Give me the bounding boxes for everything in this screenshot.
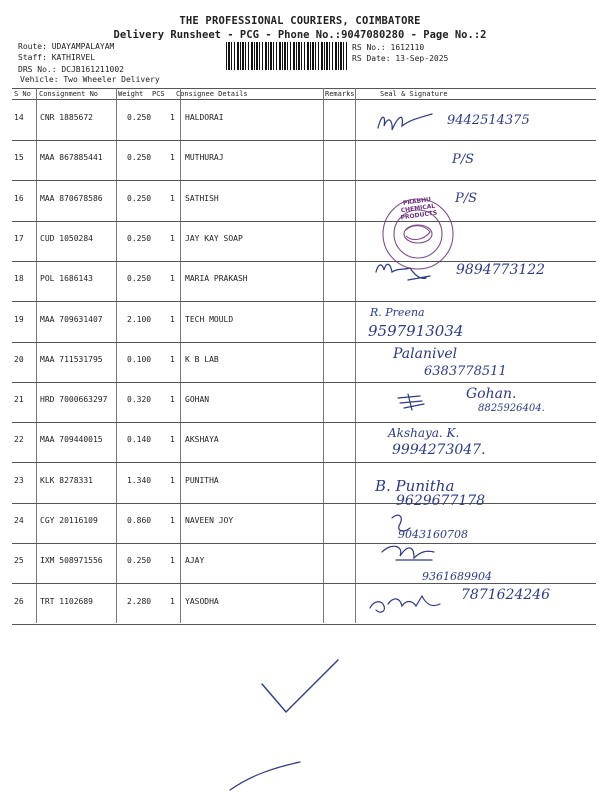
signature-mark <box>392 515 410 531</box>
handwritten-name: Akshaya. K. <box>388 426 460 440</box>
vehicle-label: Vehicle: Two Wheeler Delivery <box>20 75 160 84</box>
row-pcs: 1 <box>170 314 175 324</box>
handwritten-phone: 9597913034 <box>368 322 464 340</box>
row-consignment-no: KLK 8278331 <box>40 475 93 485</box>
signature-mark <box>398 394 424 410</box>
row-weight: 2.100 <box>127 314 152 324</box>
row-consignee: HALDORAI <box>185 113 224 122</box>
handwritten-phone: 9629677178 <box>396 493 486 509</box>
row-sno: 22 <box>14 435 24 445</box>
row-sno: 24 <box>14 516 24 525</box>
row-pcs: 1 <box>170 233 175 243</box>
row-weight: 0.250 <box>127 556 152 566</box>
handwritten-ps: P/S <box>452 152 475 167</box>
row-consignment-no: POL 1686143 <box>40 274 93 284</box>
handwritten-name: B. Punitha <box>375 477 455 495</box>
row-consignment-no: TRT 1102689 <box>40 596 93 606</box>
row-consignment-no: CGY 20116109 <box>40 516 98 525</box>
row-pcs: 1 <box>170 556 175 566</box>
row-pcs: 1 <box>170 516 175 525</box>
signature-mark <box>370 596 440 612</box>
row-weight: 0.250 <box>127 193 152 203</box>
row-weight: 0.100 <box>127 354 152 364</box>
row-sno: 23 <box>14 475 24 485</box>
row-consignee: YASODHA <box>185 596 219 606</box>
handwritten-name: Gohan. <box>466 386 517 402</box>
row-consignee: AKSHAYA <box>185 435 219 445</box>
row-consignee: PUNITHA <box>185 475 219 485</box>
row-pcs: 1 <box>170 193 175 203</box>
runsheet-title: Delivery Runsheet - PCG - Phone No.:9047080280 - Page No.:2 <box>113 29 487 41</box>
signature-mark <box>378 114 432 130</box>
signature-mark <box>230 762 300 790</box>
col-consignee: Consignee Details <box>176 90 248 98</box>
row-sno: 26 <box>14 596 24 606</box>
row-sno: 19 <box>14 314 24 324</box>
row-weight: 0.250 <box>127 274 152 284</box>
handwritten-name: Palanivel <box>393 346 458 362</box>
checkmark-icon <box>262 660 338 712</box>
row-sno: 20 <box>14 354 24 364</box>
stamp-text: PRABHU CHEMICAL PRODUCTS <box>400 196 438 222</box>
row-consignee: K B LAB <box>185 354 219 364</box>
row-consignee: SATHISH <box>185 193 219 203</box>
row-consignee: JAY KAY SOAP <box>185 233 243 243</box>
row-pcs: 1 <box>170 113 175 122</box>
col-seal-signature: Seal & Signature <box>380 90 448 98</box>
row-weight: 0.250 <box>127 113 152 122</box>
row-consignment-no: CNR 1885672 <box>40 113 93 122</box>
row-consignee: MUTHURAJ <box>185 153 224 163</box>
row-sno: 21 <box>14 395 24 405</box>
handwritten-phone: 8825926404. <box>478 403 545 414</box>
row-sno: 17 <box>14 233 24 243</box>
company-title: THE PROFESSIONAL COURIERS, COIMBATORE <box>179 15 421 27</box>
signature-mark <box>376 264 430 280</box>
col-pcs: PCS <box>152 90 165 98</box>
row-weight: 0.140 <box>127 435 152 445</box>
row-pcs: 1 <box>170 274 175 284</box>
row-consignment-no: CUD 1050284 <box>40 233 93 243</box>
signature-mark <box>382 546 434 560</box>
row-weight: 0.860 <box>127 516 152 525</box>
handwritten-name: R. Preena <box>370 306 425 319</box>
row-consignee: AJAY <box>185 556 205 566</box>
row-pcs: 1 <box>170 596 175 606</box>
rs-number: RS No.: 1612110 <box>352 43 425 52</box>
row-weight: 2.280 <box>127 596 152 606</box>
drs-number: DRS No.: DCJB161211002 <box>18 65 124 74</box>
row-pcs: 1 <box>170 153 175 163</box>
handwritten-phone: 7871624246 <box>461 587 551 603</box>
handwritten-phone: 9894773122 <box>456 262 546 278</box>
row-consignee: TECH MOULD <box>185 314 234 324</box>
row-sno: 18 <box>14 274 24 284</box>
row-pcs: 1 <box>170 395 175 405</box>
row-consignment-no: HRD 7000663297 <box>40 395 108 405</box>
col-remarks: Remarks <box>325 90 355 98</box>
row-weight: 0.320 <box>127 395 152 405</box>
row-consignment-no: IXM 508971556 <box>40 556 103 566</box>
row-weight: 0.250 <box>127 153 152 163</box>
row-sno: 16 <box>14 193 24 203</box>
staff-label: Staff: KATHIRVEL <box>18 53 96 62</box>
handwritten-phone: 6383778511 <box>424 364 507 379</box>
handwritten-ps: P/S <box>455 191 478 206</box>
handwritten-phone: 9442514375 <box>447 113 530 128</box>
row-pcs: 1 <box>170 435 175 445</box>
row-pcs: 1 <box>170 354 175 364</box>
row-sno: 15 <box>14 153 24 163</box>
row-weight: 1.340 <box>127 475 152 485</box>
row-consignee: GOHAN <box>185 395 210 405</box>
row-consignee: MARIA PRAKASH <box>185 274 248 284</box>
col-weight: Weight <box>118 90 144 98</box>
row-consignment-no: MAA 711531795 <box>40 354 103 364</box>
handwritten-phone: 9361689904 <box>422 570 492 583</box>
handwritten-phone: 9043160708 <box>398 528 468 541</box>
row-consignment-no: MAA 870678586 <box>40 193 103 203</box>
row-weight: 0.250 <box>127 233 152 243</box>
row-consignment-no: MAA 867885441 <box>40 153 103 163</box>
row-pcs: 1 <box>170 475 175 485</box>
col-sno: S No <box>14 90 31 98</box>
row-sno: 14 <box>14 113 24 122</box>
route-label: Route: UDAYAMPALAYAM <box>18 42 115 51</box>
row-consignment-no: MAA 709631407 <box>40 314 103 324</box>
row-sno: 25 <box>14 556 24 566</box>
rs-date: RS Date: 13-Sep-2025 <box>352 54 449 63</box>
row-consignment-no: MAA 709440015 <box>40 435 103 445</box>
row-consignee: NAVEEN JOY <box>185 516 234 525</box>
col-consignment: Consignment No <box>39 90 99 98</box>
handwritten-phone: 9994273047. <box>392 442 486 458</box>
